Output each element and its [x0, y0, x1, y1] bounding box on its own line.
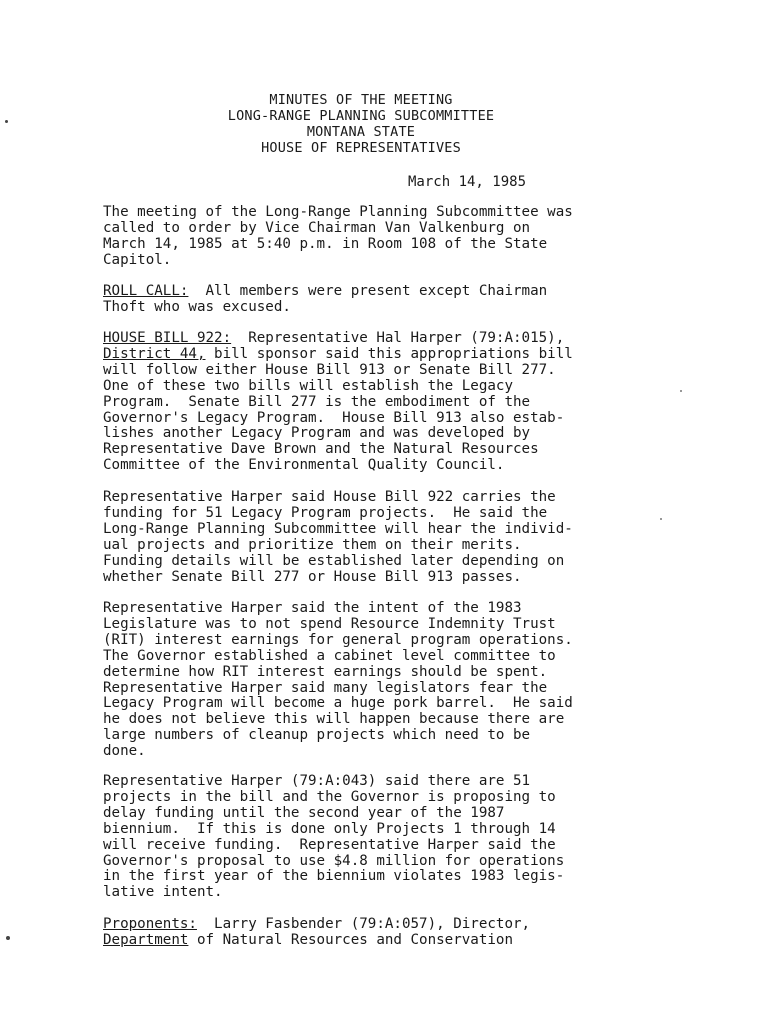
text-line: whether Senate Bill 277 or House Bill 913 passes.: [103, 568, 522, 585]
roll-call-label: ROLL CALL:: [103, 283, 189, 299]
text-line: biennium. If this is done only Projects 1 through 14: [103, 820, 556, 837]
text-line: Thoft who was excused.: [103, 298, 291, 315]
title-line-3: MONTANA STATE: [306, 124, 416, 140]
text-line: done.: [103, 743, 146, 760]
paragraph-projects: [103, 774, 643, 901]
text-line: Representative Harper said many legislators fear the: [103, 679, 548, 696]
text-line: will receive funding. Representative Harper said the: [103, 836, 556, 853]
paragraph-house-bill-922: [103, 331, 643, 474]
paragraph-funding: [103, 490, 643, 585]
text-line: determine how RIT interest earnings should be spent.: [103, 663, 548, 680]
scan-speck: [660, 518, 662, 520]
text-line: Program. Senate Bill 277 is the embodiment of the: [103, 393, 531, 410]
text-line: The Governor established a cabinet level committee to: [103, 647, 556, 664]
title-line-4: HOUSE OF REPRESENTATIVES: [261, 140, 461, 156]
scan-speck: [5, 120, 8, 123]
text-line: Capitol.: [103, 251, 172, 268]
text-line: One of these two bills will establish the Legacy: [103, 377, 513, 394]
paragraph-call-to-order: [103, 205, 643, 269]
text-line: All members were present except Chairman: [188, 283, 548, 299]
text-line: delay funding until the second year of the 1987: [103, 804, 505, 821]
text-line: Larry Fasbender (79:A:057), Director,: [196, 916, 531, 932]
text-line: projects in the bill and the Governor is proposing to: [103, 788, 556, 805]
district-label: District 44,: [103, 345, 206, 362]
text-line: Representative Dave Brown and the Natural Resources: [103, 441, 539, 458]
text-line: lishes another Legacy Program and was developed by: [103, 425, 531, 442]
scan-speck: [680, 390, 682, 392]
text-line: Legislature was to not spend Resource Indemnity Trust: [103, 615, 556, 632]
text-line: Legacy Program will become a huge pork barrel. He said: [103, 695, 573, 712]
paragraph-proponents: [103, 917, 643, 949]
title-line-2: LONG-RANGE PLANNING SUBCOMMITTEE: [227, 108, 495, 124]
text-line: March 14, 1985 at 5:40 p.m. in Room 108 of the State: [103, 235, 548, 252]
text-line: Governor's Legacy Program. House Bill 913 also estab-: [103, 409, 565, 426]
text-line: Representative Harper said House Bill 922 carries the: [103, 489, 556, 505]
scan-speck: [6, 936, 10, 940]
text-line: large numbers of cleanup projects which need to be: [103, 727, 531, 744]
text-line: bill sponsor said this appropriations bill: [205, 345, 573, 362]
text-line: in the first year of the biennium violates 1983 legis-: [103, 868, 565, 885]
paragraph-roll-call: [103, 284, 643, 316]
text-line: ual projects and prioritize them on their merits.: [103, 536, 522, 553]
title-line-1: MINUTES OF THE MEETING: [269, 92, 453, 108]
text-line: The meeting of the Long-Range Planning Subcommittee was: [103, 204, 573, 220]
text-line: will follow either House Bill 913 or Senate Bill 277.: [103, 361, 556, 378]
text-line: lative intent.: [103, 884, 223, 901]
text-line: Representative Hal Harper (79:A:015),: [231, 330, 565, 346]
text-line: funding for 51 Legacy Program projects. He said the: [103, 504, 548, 521]
text-line: Representative Harper said the intent of the 1983: [103, 600, 522, 616]
proponents-label: Proponents:: [103, 916, 197, 932]
text-line: Committee of the Environmental Quality Council.: [103, 457, 505, 474]
department-label: Department: [103, 931, 189, 948]
text-line: Representative Harper (79:A:043) said there are 51: [103, 773, 531, 789]
text-line: Governor's proposal to use $4.8 million for operations: [103, 852, 565, 869]
text-line: (RIT) interest earnings for general program operations.: [103, 631, 573, 648]
paragraph-legislative-intent: [103, 601, 643, 760]
text-line: called to order by Vice Chairman Van Valkenburg on: [103, 219, 531, 236]
text-line: Funding details will be established later depending on: [103, 552, 565, 569]
text-line: Long-Range Planning Subcommittee will hear the individ-: [103, 520, 573, 537]
text-line: of Natural Resources and Conservation: [188, 931, 514, 948]
meeting-date: March 14, 1985: [408, 174, 527, 190]
text-line: he does not believe this will happen because there are: [103, 711, 565, 728]
house-bill-label: HOUSE BILL 922:: [103, 330, 232, 346]
